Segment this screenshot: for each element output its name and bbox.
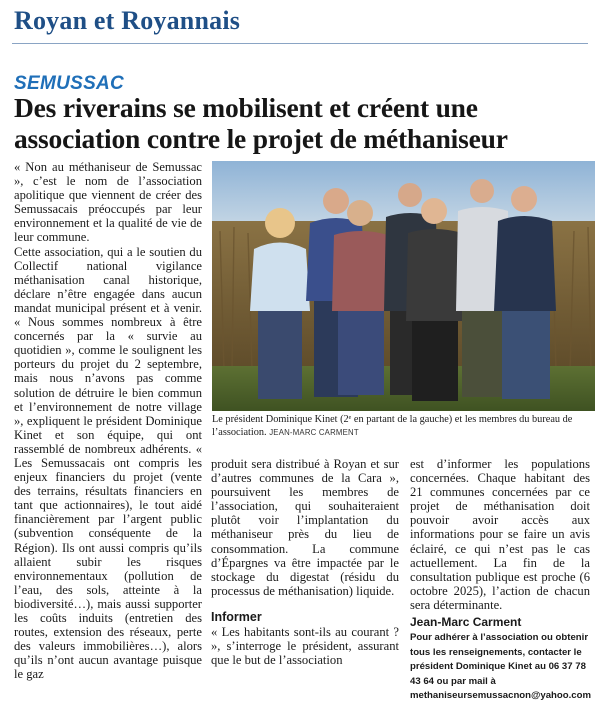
article-paragraph: produit sera distribué à Royan et sur d’autres communes de la Cara », poursuivent les membres de l’association, qui souhaiteraient plutôt voir l’implantation du méthaniseur près du lieu de consommation. La commune d’Épargnes va être impactée par le stockage du digestat (résidu du processus de méthanisation) liquide. <box>211 457 399 598</box>
article-paragraph: est d’informer les populations concernées. Chaque habitant des 21 communes concernées par ce projet de méthanisation doit pouvoir avoir accès aux informations pour se faire un avis éclairé, ce qui n’est pas le cas actuellement. La fin de la consultation publique est proche (6 octobre 2025), l’action de chacun sera déterminante. <box>410 457 590 612</box>
article-photo <box>212 161 595 411</box>
photo-credit: JEAN-MARC CARMENT <box>269 428 359 437</box>
section-title: Royan et Royannais <box>14 6 241 35</box>
photo-caption-text: Le président Dominique Kinet (2ᵉ en partant de la gauche) et les membres du bureau de l’association. <box>212 414 573 438</box>
article-headline: Des riverains se mobilisent et créent une association contre le projet de méthaniseur <box>14 92 508 154</box>
article-paragraph: Cette association, qui a le soutien du Collectif national vigilance méthanisation canal historique, déclare n’être engagée dans aucun mandat municipal présent et à venir. « Nous sommes nombreux à être concernés par la « survie au quotidien », comme le soulignent les porteurs du projet du 2 septembre, mais nous n’avons pas comme solution de détruire le bien commun et l’environnement de notre village », expliquent le président Dominique Kinet et son équipe, qui ont rassemblé de nombreux adhérents. « Les Semussacais ont compris les enjeux financiers du projet (vente des terrains, résultats financiers en tant que actionnaires), le tout aidé financièrement par l’argent public (subvention conséquente de la Région). Ils ont aussi compris qu’ils allaient subir les risques environnementaux (pollution de l’eau, des sols, atteinte à la biodiversité…), mais aussi supporter les coûts induits (entretien des routes, extension des réseaux, perte des valeurs immobilières…), alors qu’ils n’ont aucun avantage puisque le gaz <box>14 244 202 682</box>
article-column-2 <box>211 457 399 667</box>
article-column-1 <box>14 160 202 681</box>
info-box: Pour adhérer à l’association ou obtenir tous les renseignements, contacter le président Dominique Kinet au 06 37 78 43 64 ou par mail à methaniseursemussacnon@yahoo.com <box>410 632 592 702</box>
article-paragraph: « Non au méthaniseur de Semussac », c’est le nom de l’association apolitique que viennent de créer des Semussacais préoccupés par leur environnement et la qualité de vie de leur commune. <box>14 160 202 245</box>
photo-caption <box>212 413 595 439</box>
article-column-3 <box>410 457 590 704</box>
article-kicker: SEMUSSAC <box>14 73 125 94</box>
group-photo-icon <box>212 161 595 411</box>
article-paragraph: « Les habitants sont-ils au courant ? », s’interroge le président, assurant que le but de l’association <box>211 625 399 668</box>
section-divider <box>12 43 588 44</box>
article-subheading: Informer <box>211 609 262 624</box>
article-author: Jean-Marc Carment <box>410 615 522 630</box>
